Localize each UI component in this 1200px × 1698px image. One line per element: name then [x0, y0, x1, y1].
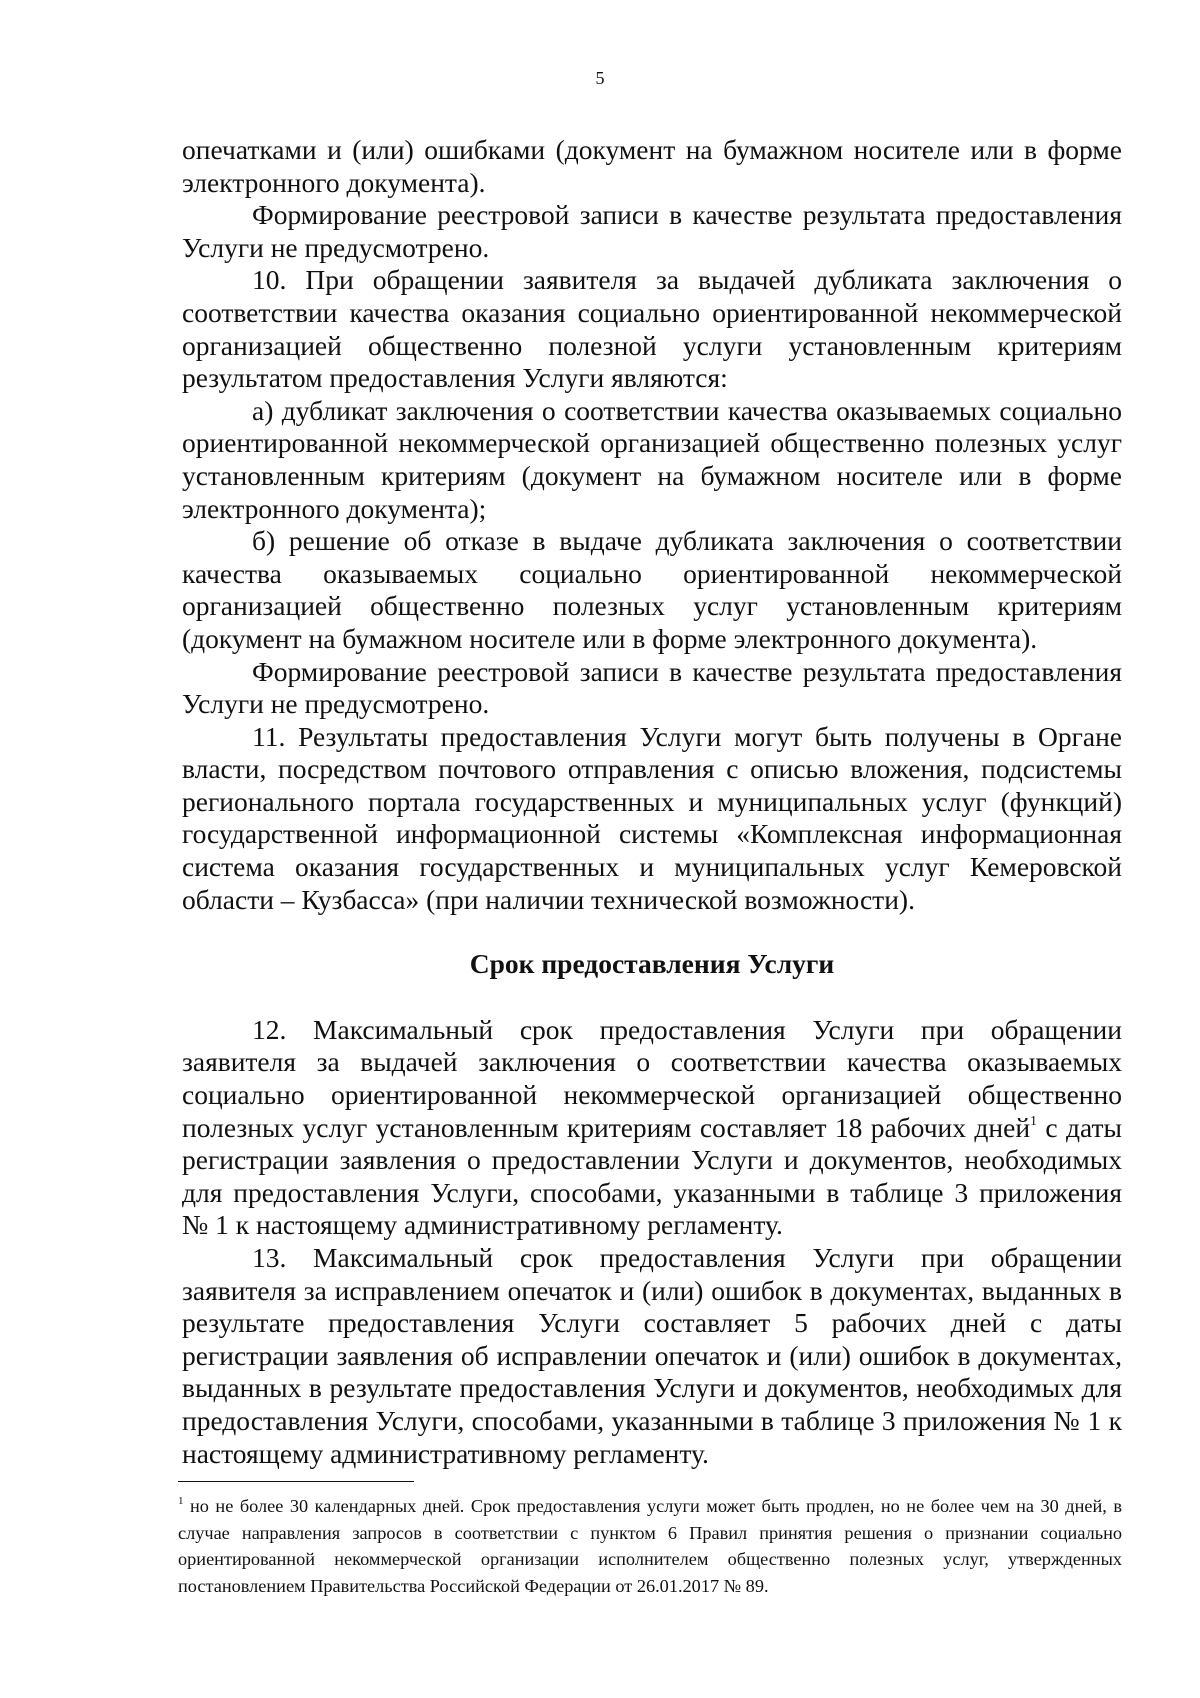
paragraph-item-12-text-cont: с даты регистрации заявления о предоставлении Услуги и документов, необходимых для предоставления Услуги, способами, указанными в таблице 3 приложения № 1 к настоящему административному регламенту.	[182, 1111, 1123, 1241]
paragraph-item-10-a: а) дубликат заключения о соответствии качества оказываемых социально ориентированной некоммерческой организацией общественно полезных услуг установленным критериям (документ на бумажном носителе или в форме электронного документа);	[182, 394, 1122, 524]
footnote	[178, 1493, 1122, 1599]
paragraph-registry-note-1: Формирование реестровой записи в качестве результата предоставления Услуги не предусмотрено.	[182, 199, 1122, 263]
paragraph-registry-note-2: Формирование реестровой записи в качестве результата предоставления Услуги не предусмотрено.	[182, 655, 1122, 720]
footnote-reference[interactable]: 1	[1030, 1113, 1038, 1129]
paragraph-item-10: 10. При обращении заявителя за выдачей дубликата заключения о соответствии качества оказания социально ориентированной некоммерческой организацией общественно полезной услуги установленным критериям результатом предоставления Услуги являются:	[182, 264, 1122, 394]
paragraph-item-10-b: б) решение об отказе в выдаче дубликата заключения о соответствии качества оказываемых социально ориентированной некоммерческой организацией общественно полезных услуг установленным критериям (документ на бумажном носителе или в форме электронного документа).	[182, 525, 1122, 654]
paragraph-item-11: 11. Результаты предоставления Услуги могут быть получены в Органе власти, посредством почтового отправления с описью вложения, подсистемы регионального портала государственных и муниципальных услуг (функций) государственной информационной системы «Комплексная информационная система оказания государственных и муниципальных услуг Кемеровской области – Кузбасса» (при наличии технической возможности).	[182, 720, 1122, 915]
section-heading: Срок предоставления Услуги	[469, 948, 835, 980]
page-number: 5	[595, 68, 605, 88]
paragraph-item-12	[182, 1014, 1122, 1242]
document-body	[182, 134, 1122, 1470]
paragraph-item-12-text: 12. Максимальный срок предоставления Услуги при обращении заявителя за выдачей заключения о соответствии качества оказываемых социально ориентированной некоммерческой организацией общественно полезных услуг установленным критериям составляет 18 рабочих дней	[182, 1013, 1122, 1143]
paragraph-continuation: опечатками и (или) ошибками (документ на бумажном носителе или в форме электронного документа).	[182, 134, 1122, 198]
paragraph-item-13: 13. Максимальный срок предоставления Услуги при обращении заявителя за исправлением опечаток и (или) ошибок в документах, выданных в результате предоставления Услуги составляет 5 рабочих дней с даты регистрации заявления об исправлении опечаток и (или) ошибок в документах, выданных в результате предоставления Услуги и документов, необходимых для предоставления Услуги, способами, указанными в таблице 3 приложения № 1 к настоящему административному регламенту.	[182, 1242, 1122, 1469]
footnote-text: но не более 30 календарных дней. Срок предоставления услуги может быть продлен, но не более чем на 30 дней, в случае направления запросов в соответствии с пунктом 6 Правил принятия решения о признании социально ориентированной некоммерческой организации исполнителем общественно полезных услуг, утвержденных постановлением Правительства Российской Федерации от 26.01.2017 № 89.	[178, 1496, 1122, 1596]
footnote-marker: 1	[178, 1495, 184, 1507]
footnote-separator	[178, 1481, 414, 1482]
